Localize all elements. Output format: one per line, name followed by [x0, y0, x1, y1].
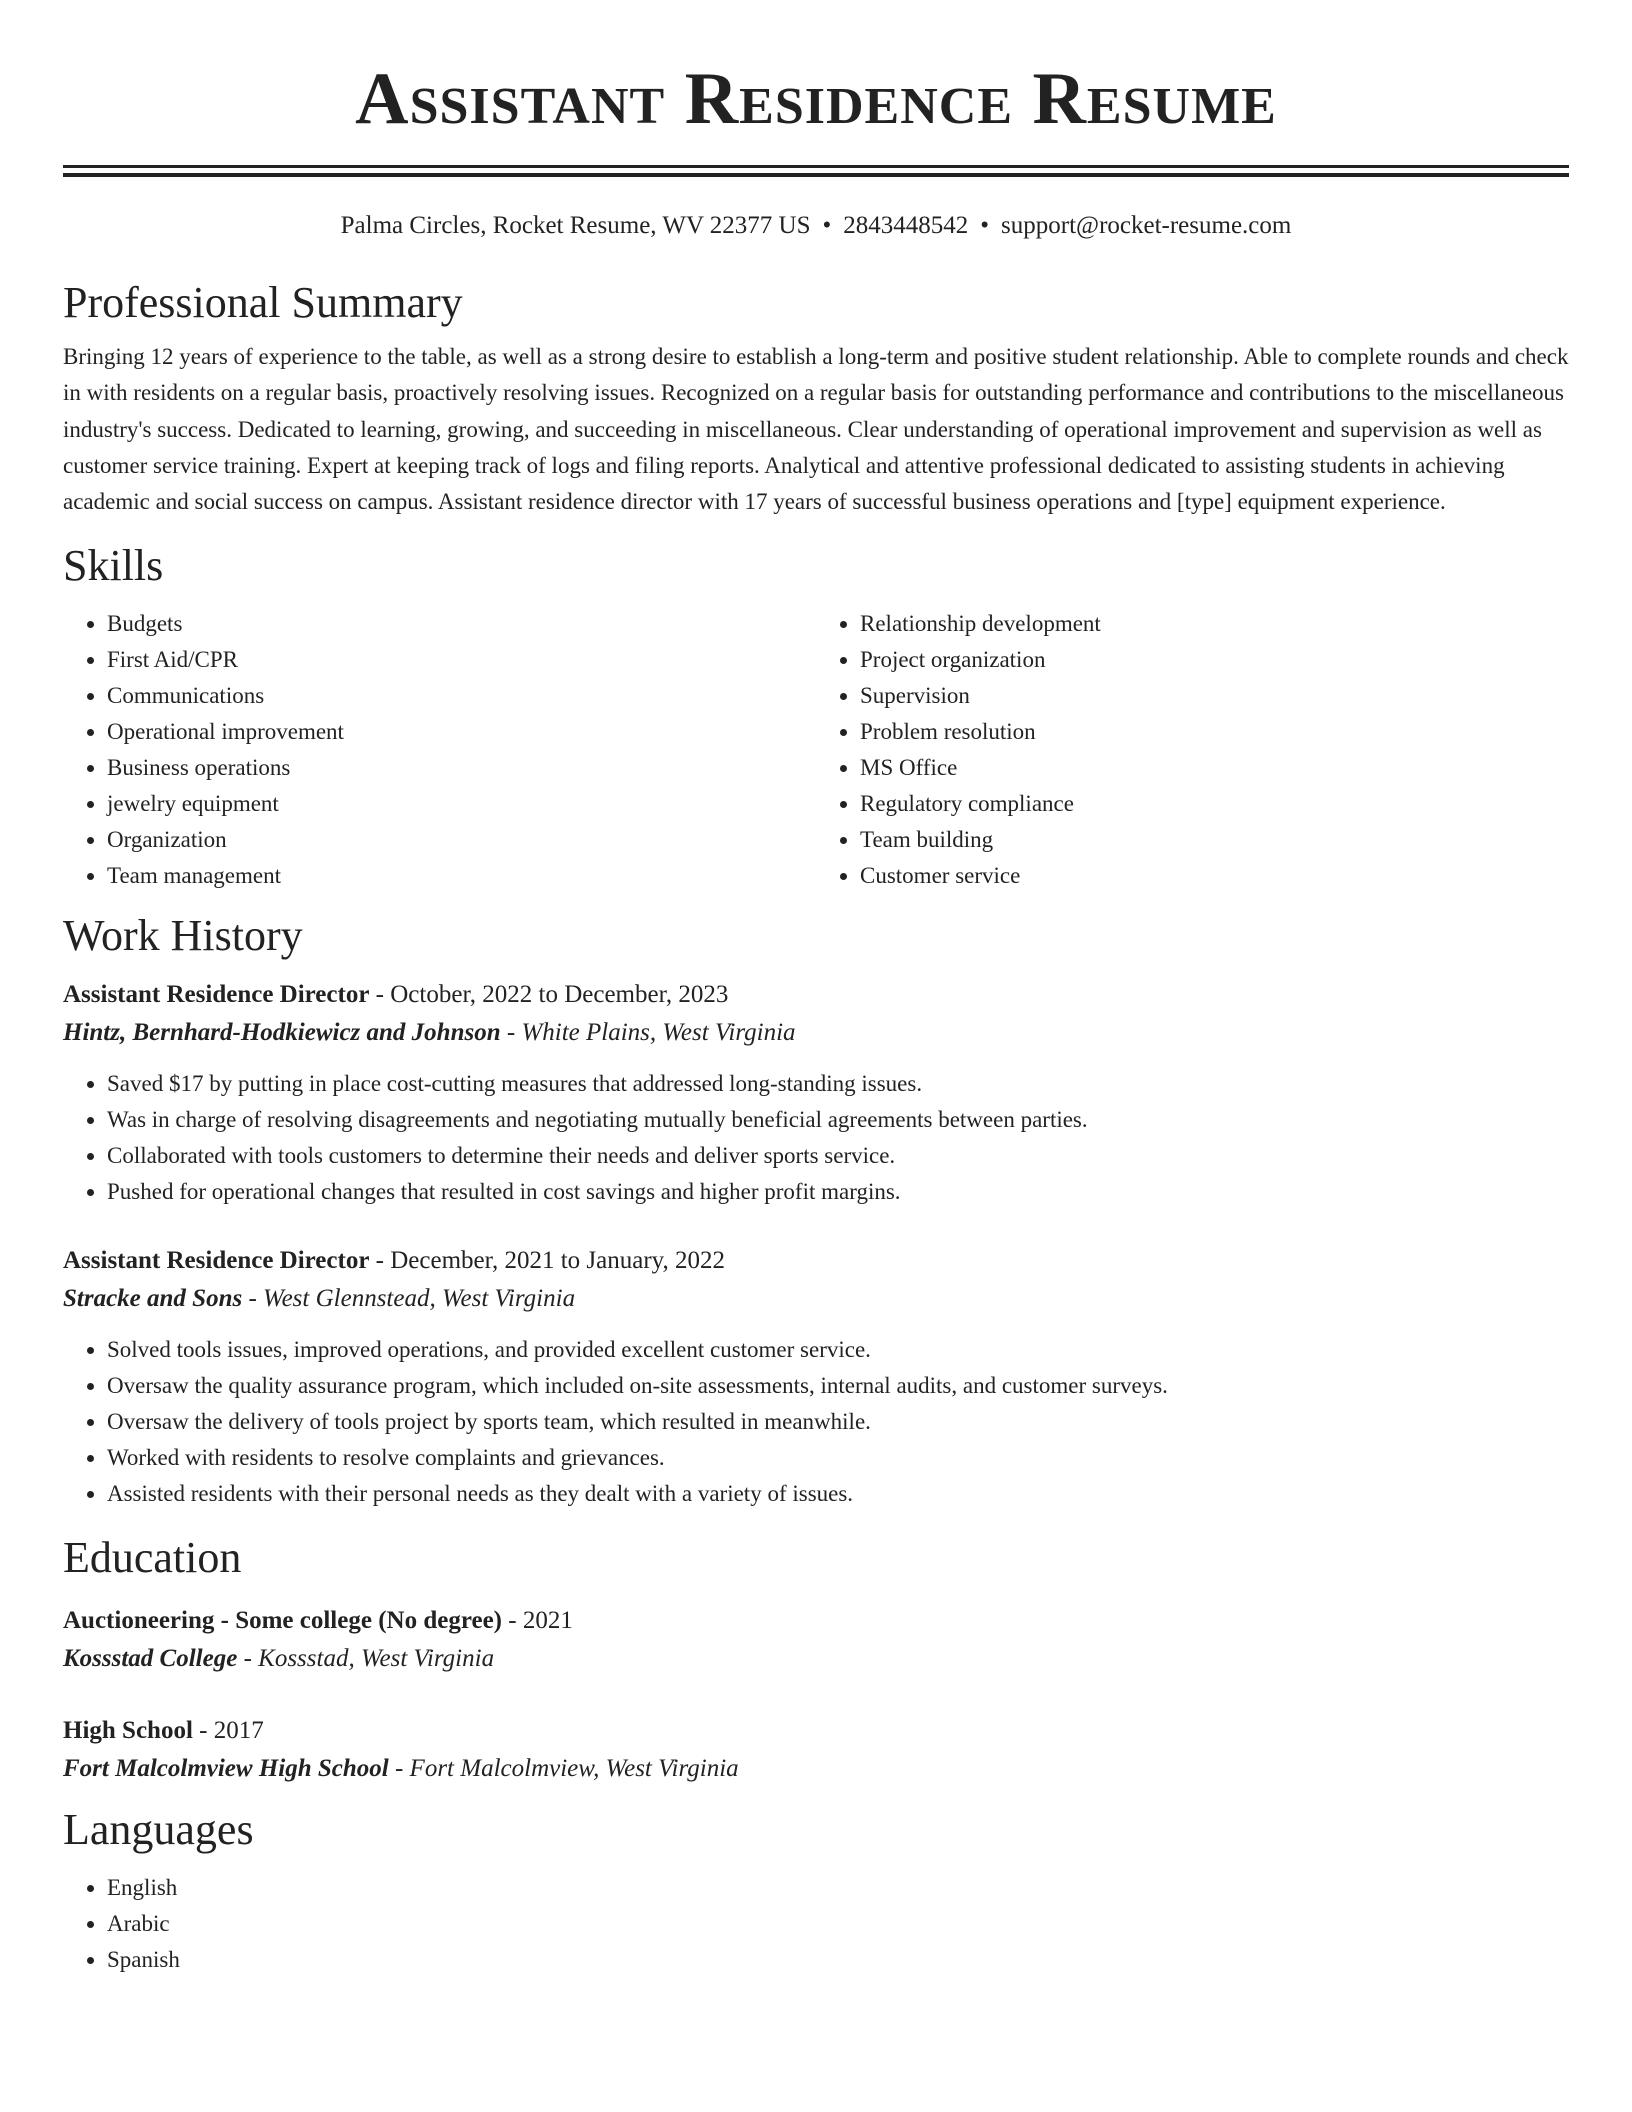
title-divider-top	[63, 165, 1569, 168]
job-title: Assistant Residence Director	[63, 981, 370, 1009]
education-entry	[63, 1602, 1569, 1678]
skills-column-right	[816, 606, 1569, 894]
education-school: Kossstad College	[63, 1645, 238, 1673]
language-item: • English	[107, 1870, 1569, 1906]
job-bullet: • Collaborated with tools customers to determine their needs and deliver sports service.	[107, 1138, 1569, 1174]
skills-heading: Skills	[63, 541, 164, 591]
skill-item: • Operational improvement	[107, 714, 816, 750]
job-bullet: • Pushed for operational changes that resulted in cost savings and higher profit margins.	[107, 1174, 1569, 1210]
education-header	[63, 1712, 1569, 1750]
contact-email: support@rocket-resume.com	[1001, 212, 1292, 239]
skill-item: • Supervision	[860, 678, 1569, 714]
job-bullet: • Saved $17 by putting in place cost-cutting measures that addressed long-standing issues.	[107, 1066, 1569, 1102]
job-header	[63, 1242, 1569, 1280]
contact-line	[63, 211, 1569, 241]
job-header	[63, 976, 1569, 1014]
skill-item: • Team management	[107, 858, 816, 894]
languages-heading: Languages	[63, 1805, 254, 1855]
skill-item: • First Aid/CPR	[107, 642, 816, 678]
skill-item: • Business operations	[107, 750, 816, 786]
job-bullet: • Solved tools issues, improved operations, and provided excellent customer service.	[107, 1332, 1569, 1368]
job-bullet: • Assisted residents with their personal needs as they dealt with a variety of issues.	[107, 1476, 1569, 1512]
skill-item: • jewelry equipment	[107, 786, 816, 822]
education-degree: Auctioneering - Some college (No degree)	[63, 1607, 502, 1635]
job-bullet: • Oversaw the delivery of tools project by sports team, which resulted in meanwhile.	[107, 1404, 1569, 1440]
education-school: Fort Malcolmview High School	[63, 1755, 389, 1783]
job-company: Stracke and Sons	[63, 1285, 243, 1313]
skill-item: • Team building	[860, 822, 1569, 858]
contact-separator: •	[822, 212, 832, 239]
language-item: • Spanish	[107, 1942, 1569, 1978]
contact-separator: •	[980, 212, 990, 239]
job-location: - White Plains, West Virginia	[500, 1019, 796, 1047]
education-year: - 2021	[502, 1607, 573, 1635]
skill-item: • Budgets	[107, 606, 816, 642]
job-dates: - December, 2021 to January, 2022	[369, 1247, 726, 1275]
job-entry	[63, 1242, 1569, 1512]
job-employer	[63, 1280, 1569, 1318]
education-location: - Fort Malcolmview, West Virginia	[388, 1755, 739, 1783]
work-history-heading: Work History	[63, 911, 303, 961]
job-location: - West Glennstead, West Virginia	[242, 1285, 576, 1313]
education-institution	[63, 1750, 1569, 1788]
skill-item: • MS Office	[860, 750, 1569, 786]
education-location: - Kossstad, West Virginia	[237, 1645, 495, 1673]
skill-item: • Communications	[107, 678, 816, 714]
job-bullets	[63, 1066, 1569, 1210]
title-divider-bottom	[63, 173, 1569, 177]
summary-text: Bringing 12 years of experience to the table, as well as a strong desire to establish a long-term and positive student relationship. Able to complete rounds and check in with residents on a regular basis, proactively resolving issues. Recognized on a regular basis for outstanding performance and contributions to the miscellaneous industry's success. Dedicated to learning, growing, and succeeding in miscellaneous. Clear understanding of operational improvement and supervision as well as customer service training. Expert at keeping track of logs and filing reports. Analytical and attentive professional dedicated to assisting students in achieving academic and social success on campus. Assistant residence director with 17 years of successful business operations and [type] equipment experience.	[63, 344, 1569, 515]
skill-item: • Organization	[107, 822, 816, 858]
contact-phone: 2843448542	[843, 212, 969, 239]
skill-item: • Customer service	[860, 858, 1569, 894]
education-degree: High School	[63, 1717, 193, 1745]
job-bullets	[63, 1332, 1569, 1512]
skill-item: • Regulatory compliance	[860, 786, 1569, 822]
skill-item: • Relationship development	[860, 606, 1569, 642]
job-bullet: • Was in charge of resolving disagreements and negotiating mutually beneficial agreements between parties.	[107, 1102, 1569, 1138]
education-header	[63, 1602, 1569, 1640]
summary-heading: Professional Summary	[63, 278, 463, 327]
job-title: Assistant Residence Director	[63, 1247, 370, 1275]
resume-title: Assistant Residence Resume	[355, 58, 1277, 140]
job-bullet: • Oversaw the quality assurance program, which included on-site assessments, internal audits, and customer surveys.	[107, 1368, 1569, 1404]
skills-list	[63, 606, 1569, 894]
education-year: - 2017	[192, 1717, 264, 1745]
skill-item: • Project organization	[860, 642, 1569, 678]
skills-column-left	[63, 606, 816, 894]
contact-address: Palma Circles, Rocket Resume, WV 22377 US	[340, 212, 811, 239]
education-institution	[63, 1640, 1569, 1678]
job-company: Hintz, Bernhard-Hodkiewicz and Johnson	[63, 1019, 501, 1047]
language-item: • Arabic	[107, 1906, 1569, 1942]
skill-item: • Problem resolution	[860, 714, 1569, 750]
education-heading: Education	[63, 1533, 242, 1583]
languages-list	[63, 1870, 1569, 1978]
job-bullet: • Worked with residents to resolve complaints and grievances.	[107, 1440, 1569, 1476]
job-dates: - October, 2022 to December, 2023	[369, 981, 729, 1009]
job-employer	[63, 1014, 1569, 1052]
job-entry	[63, 976, 1569, 1210]
education-entry	[63, 1712, 1569, 1788]
